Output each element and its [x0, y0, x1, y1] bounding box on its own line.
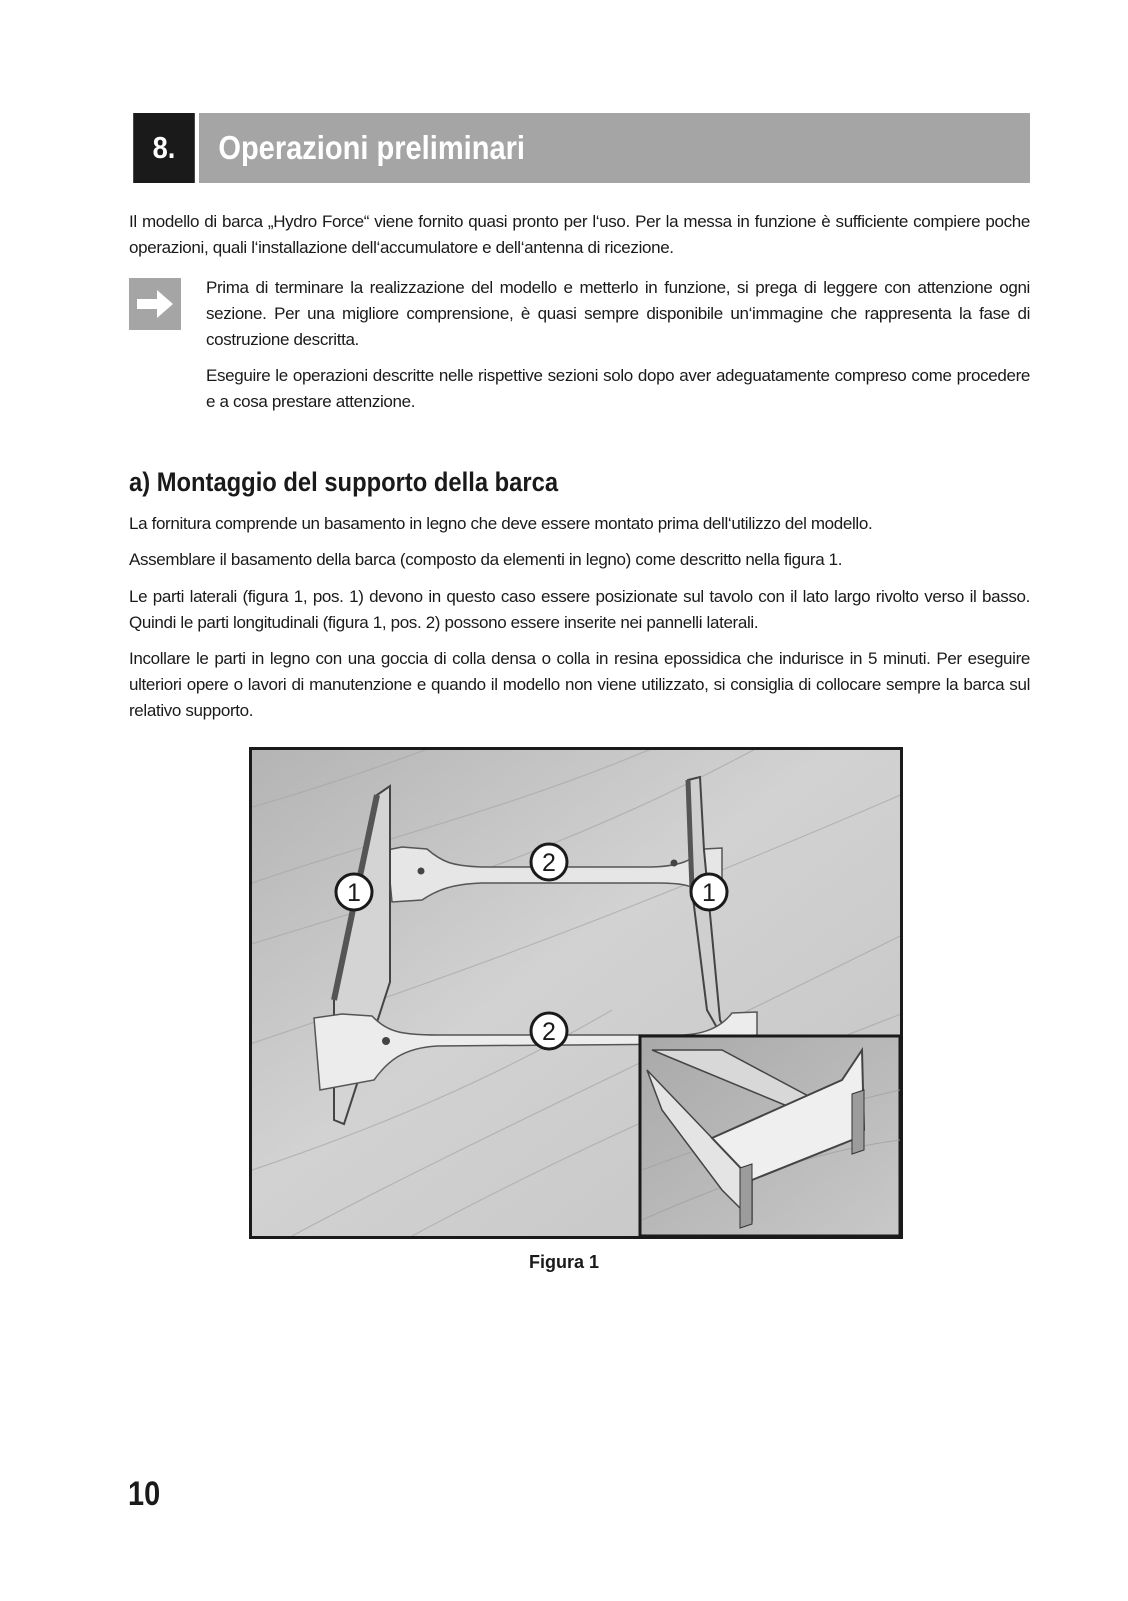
- callout-2-bottom: [531, 1013, 567, 1049]
- note-paragraph-1: Prima di terminare la realizzazione del modello e metterlo in funzione, si prega di leggere con attenzione ogni sezione. Per una migliore comprensione, è quasi sempre disponibile un‘immagine che rappresenta la fase di costruzione descritta.: [206, 278, 1030, 349]
- callout-1-left: [336, 874, 372, 910]
- section-number: 8.: [133, 113, 195, 183]
- subsection-heading: a) Montaggio del supporto della barca: [129, 467, 559, 497]
- callout-2-top: [531, 844, 567, 880]
- note-paragraph-2: Eseguire le operazioni descritte nelle rispettive sezioni solo dopo aver adeguatamente compreso come procedere e a cosa prestare attenzione.: [206, 366, 1030, 411]
- subsection-paragraph-3: Le parti laterali (figura 1, pos. 1) devono in questo caso essere posizionate sul tavolo con il lato largo rivolto verso il basso. Quindi le parti longitudinali (figura 1, pos. 2) possono essere inserite nei pannelli laterali.: [129, 587, 1030, 632]
- svg-text:2: 2: [542, 1018, 556, 1046]
- figure-boat-stand-photo: [249, 747, 903, 1239]
- subsection-paragraph-4: Incollare le parti in legno con una goccia di colla densa o colla in resina epossidica che indurisce in 5 minuti. Per eseguire ulteriori opere o lavori di manutenzione e quando il modello non viene utilizzato, si consiglia di collocare sempre la barca sul relativo supporto.: [129, 649, 1030, 720]
- callout-1-right: [691, 874, 727, 910]
- intro-paragraph: Il modello di barca „Hydro Force“ viene fornito quasi pronto per l‘uso. Per la messa in funzione è sufficiente compiere poche operazioni, quali l‘installazione dell‘accumulatore e dell‘antenna di ricezione.: [129, 212, 1030, 257]
- page-number: 10: [128, 1475, 161, 1513]
- section-title-bar: [199, 113, 1030, 183]
- svg-text:1: 1: [347, 879, 361, 907]
- subsection-paragraph-1: La fornitura comprende un basamento in legno che deve essere montato prima dell‘utilizzo del modello.: [129, 514, 873, 533]
- section-header: [129, 113, 1030, 183]
- figure-caption: Figura 1: [528, 1252, 599, 1272]
- arrow-right-icon: [129, 278, 181, 330]
- svg-text:2: 2: [542, 849, 556, 877]
- svg-text:1: 1: [702, 879, 716, 907]
- subsection-paragraph-2: Assemblare il basamento della barca (composto da elementi in legno) come descritto nella figura 1.: [129, 550, 843, 569]
- section-title: Operazioni preliminari: [218, 129, 525, 166]
